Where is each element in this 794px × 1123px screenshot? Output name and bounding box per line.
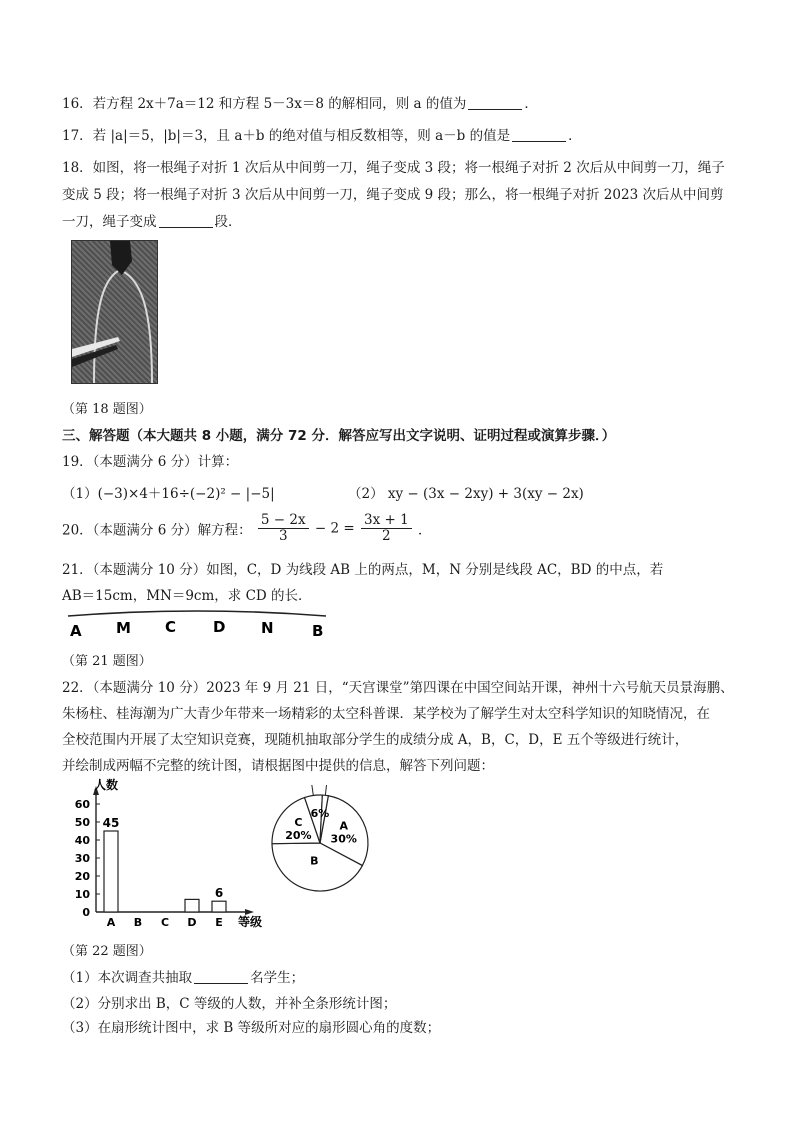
q21-caption: （第 21 题图） — [62, 654, 152, 669]
q22-sub-3: （3）在扇形统计图中，求 B 等级所对应的扇形圆心角的度数； — [62, 1020, 441, 1036]
y-tick-label: 50 — [74, 816, 90, 829]
y-tick-label: 30 — [74, 852, 90, 865]
bar-a — [104, 831, 118, 912]
q18-line-3: 一刀，绳子变成 段． — [62, 214, 242, 230]
x-category-label: E — [215, 916, 223, 929]
point-label-c: C — [165, 618, 177, 636]
q21-line-1: 21．（本题满分 10 分）如图，C，D 为线段 AB 上的两点，M，N 分别是线段 AC，BD 的中点，若 — [62, 562, 664, 578]
point-label-d: D — [213, 618, 226, 636]
q20-left-fraction: $\frac{5 - 2x}{3}$ — [258, 513, 309, 544]
pie-leader-line — [325, 785, 327, 795]
q17-answer-blank[interactable] — [512, 129, 566, 142]
point-label-a: A — [70, 622, 82, 640]
q22-sub-2: （2）分别求出 B，C 等级的人数，并补全条形统计图； — [62, 996, 397, 1012]
q22-line-4: 并绘制成两幅不完整的统计图，请根据图中提供的信息，解答下列问题： — [62, 758, 494, 774]
rope-illustration — [72, 241, 157, 383]
point-label-n: N — [261, 619, 274, 637]
x-category-label: C — [160, 916, 170, 929]
question-17: 17．若 |a|＝5，|b|＝3，且 a＋b 的绝对值与相反数相等，则 a－b 的值是 ． — [62, 128, 582, 144]
segment-ab — [68, 611, 326, 616]
q18-line-2: 变成 5 段；将一根绳子对折 3 次后从中间剪一刀，绳子变成 9 段；那么，将一根绳子对折 2023 次后从中间剪 — [62, 187, 724, 203]
bar-chart — [60, 775, 280, 935]
bar-chart-ylabel: 人数 — [94, 778, 119, 792]
point-label-m: M — [116, 619, 131, 637]
pie-percent-label: 6% — [310, 807, 330, 821]
pie-percent-label: 20% — [285, 828, 312, 842]
q16-text: 16．若方程 2x＋7a＝12 和方程 5－3x＝8 的解相同，则 a 的值为 — [62, 96, 467, 112]
q18-line-1: 18．如图，将一根绳子对折 1 次后从中间剪一刀，绳子变成 3 段；将一根绳子对折 2 次后从中间剪一刀，绳子 — [62, 160, 725, 176]
q22-caption: （第 22 题图） — [62, 944, 152, 959]
q22-answer-blank[interactable] — [194, 971, 248, 984]
q16-answer-blank[interactable] — [468, 97, 522, 110]
q22-sub-1: （1）本次调查共抽取 名学生； — [62, 970, 305, 986]
pie-leader-line — [312, 785, 314, 795]
x-category-label: D — [187, 916, 197, 929]
y-tick-label: 40 — [74, 834, 90, 847]
x-category-label: A — [106, 916, 116, 929]
q22-line-3: 全校范围内开展了太空知识竞赛，现随机抽取部分学生的成绩分成 A，B，C，D，E 五个等级进行统计， — [62, 732, 689, 748]
q19-part-1: （1）(−3)×4＋16÷(−2)² − |−5| — [62, 486, 275, 502]
q21-line-2: AB＝15cm，MN＝9cm，求 CD 的长． — [62, 588, 312, 604]
q22-line-2: 朱杨柱、桂海潮为广大青少年带来一场精彩的太空科普课．某学校为了解学生对太空科学知识的知晓情况，在 — [62, 706, 710, 722]
rope-scissors-photo — [71, 240, 158, 384]
x-category-label: B — [133, 916, 143, 929]
segment-diagram — [62, 606, 342, 642]
q22-line-1: 22．（本题满分 10 分）2023 年 9 月 21 日，“天宫课堂”第四课在中国空间站开课，神州十六号航天员景海鹏、 — [62, 680, 734, 696]
y-tick-label: 0 — [82, 906, 90, 919]
pie-chart — [262, 785, 382, 905]
pie-label: C — [294, 815, 303, 829]
point-label-b: B — [312, 622, 324, 640]
bar-data-label: 6 — [214, 886, 224, 901]
section-3-heading: 三、解答题（本大题共 8 小题，满分 72 分．解答应写出文字说明、证明过程或演算步骤．） — [62, 428, 616, 444]
y-tick-label: 20 — [74, 870, 90, 883]
bar-d — [185, 899, 199, 912]
question-16: 16．若方程 2x＋7a＝12 和方程 5－3x＝8 的解相同，则 a 的值为 ． — [62, 96, 538, 112]
q19-intro: 19．（本题满分 6 分）计算： — [62, 454, 239, 470]
y-tick-label: 10 — [74, 888, 90, 901]
pie-percent-label: 30% — [330, 832, 357, 846]
q19-part-2: （2） xy − (3x − 2xy) + 3(xy − 2x) — [348, 486, 584, 502]
pie-label: B — [310, 854, 319, 868]
y-tick-label: 60 — [74, 798, 90, 811]
bar-data-label: 45 — [102, 816, 120, 830]
q18-answer-blank[interactable] — [159, 215, 213, 228]
bar-e — [212, 901, 226, 912]
question-20: 20．（本题满分 6 分）解方程： $\frac{5 - 2x}{3}$ − 2 = $\frac{3x + 1}{2}$ ． — [62, 512, 432, 544]
bar-chart-xlabel: 等级 — [238, 915, 263, 929]
q17-text: 17．若 |a|＝5，|b|＝3，且 a＋b 的绝对值与相反数相等，则 a－b 的值是 — [62, 128, 511, 144]
pie-label: A — [339, 819, 348, 833]
q18-caption: （第 18 题图） — [62, 402, 152, 417]
pie-label — [299, 785, 308, 786]
q20-right-fraction: $\frac{3x + 1}{2}$ — [361, 513, 412, 544]
